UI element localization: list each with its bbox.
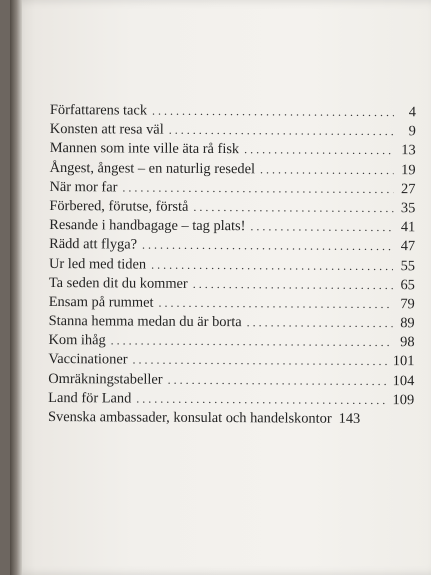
toc-entry <box>49 293 415 314</box>
toc-entry-title: Ta seden dit du kommer <box>48 274 188 292</box>
toc-leader-dots <box>193 198 393 218</box>
toc-entry <box>49 178 415 199</box>
toc-leader-dots <box>193 275 393 295</box>
toc-leader-dots <box>136 389 388 410</box>
toc-entry-title: Mannen som inte ville äta rå fisk <box>49 140 240 158</box>
toc-leader-dots <box>158 294 392 315</box>
toc-entry-page: 101 <box>392 353 415 370</box>
toc-entry-title: Vaccinationer <box>48 351 128 368</box>
toc-leader-dots <box>151 255 393 276</box>
toc-entry <box>50 101 416 122</box>
toc-entry-page: 98 <box>400 334 415 351</box>
toc-entry <box>49 216 415 237</box>
toc-entry-page: 4 <box>408 104 416 121</box>
toc-entry-title: Ensam på rummet <box>48 293 154 311</box>
toc-leader-dots <box>111 332 393 353</box>
toc-entry-page: 109 <box>392 391 415 409</box>
toc-leader-dots <box>152 102 394 123</box>
toc-entry <box>50 139 416 160</box>
toc-entry-page: 13 <box>401 142 416 159</box>
toc-leader-dots <box>132 351 388 372</box>
toc-entry <box>48 370 414 391</box>
toc-entry <box>48 408 414 429</box>
toc-entry <box>49 197 415 218</box>
toc-entry-page: 79 <box>400 296 415 313</box>
toc-entry <box>49 274 415 295</box>
toc-entry-title: Kom ihåg <box>48 332 106 349</box>
toc-entry-page: 65 <box>400 276 415 293</box>
toc-leader-dots <box>142 236 393 257</box>
table-of-contents <box>48 101 416 429</box>
toc-entry-page: 9 <box>408 123 416 140</box>
toc-entry <box>50 120 416 141</box>
toc-entry-page: 104 <box>392 372 415 389</box>
toc-entry-title: Svenska ambassader, konsulat och handelskontor <box>48 408 332 427</box>
toc-entry-title: Stanna hemma medan du är borta <box>48 313 242 331</box>
toc-entry <box>50 159 416 180</box>
toc-entry-title: När mor far <box>49 178 118 196</box>
toc-entry-title: Konsten att resa väl <box>49 121 164 138</box>
toc-entry-page: 41 <box>400 219 416 236</box>
toc-leader-dots <box>244 141 394 161</box>
toc-entry-page: 27 <box>401 180 416 197</box>
toc-leader-dots <box>168 370 389 391</box>
toc-leader-dots <box>122 178 393 199</box>
toc-leader-dots <box>250 217 393 237</box>
toc-leader-dots <box>260 160 394 180</box>
toc-leader-dots <box>247 313 393 333</box>
page-binding-shadow <box>10 0 22 575</box>
toc-entry-title: Rädd att flyga? <box>49 236 138 253</box>
toc-entry-title: Land för Land <box>48 389 132 407</box>
toc-entry <box>48 331 414 352</box>
toc-entry-page: 47 <box>400 238 416 255</box>
toc-entry <box>48 389 414 410</box>
toc-leader-dots <box>169 121 394 142</box>
book-page <box>10 0 431 575</box>
toc-entry-page: 143 <box>338 410 361 427</box>
toc-entry-title: Resande i handbagage – tag plats! <box>49 217 246 235</box>
toc-entry-title: Omräkningstabeller <box>48 370 163 388</box>
toc-entry <box>49 254 415 275</box>
toc-entry-page: 55 <box>400 257 416 274</box>
toc-entry-page: 89 <box>400 315 415 332</box>
toc-entry-page: 35 <box>400 200 416 217</box>
toc-entry <box>49 235 415 256</box>
toc-entry-page: 19 <box>401 161 416 178</box>
toc-entry-title: Ångest, ångest – en naturlig resedel <box>49 159 256 177</box>
toc-entry-title: Ur led med tiden <box>48 255 147 273</box>
toc-entry <box>49 312 415 333</box>
toc-entry-title: Förbered, förutse, förstå <box>49 197 189 215</box>
toc-entry <box>48 350 414 371</box>
toc-entry-title: Författarens tack <box>49 101 148 119</box>
